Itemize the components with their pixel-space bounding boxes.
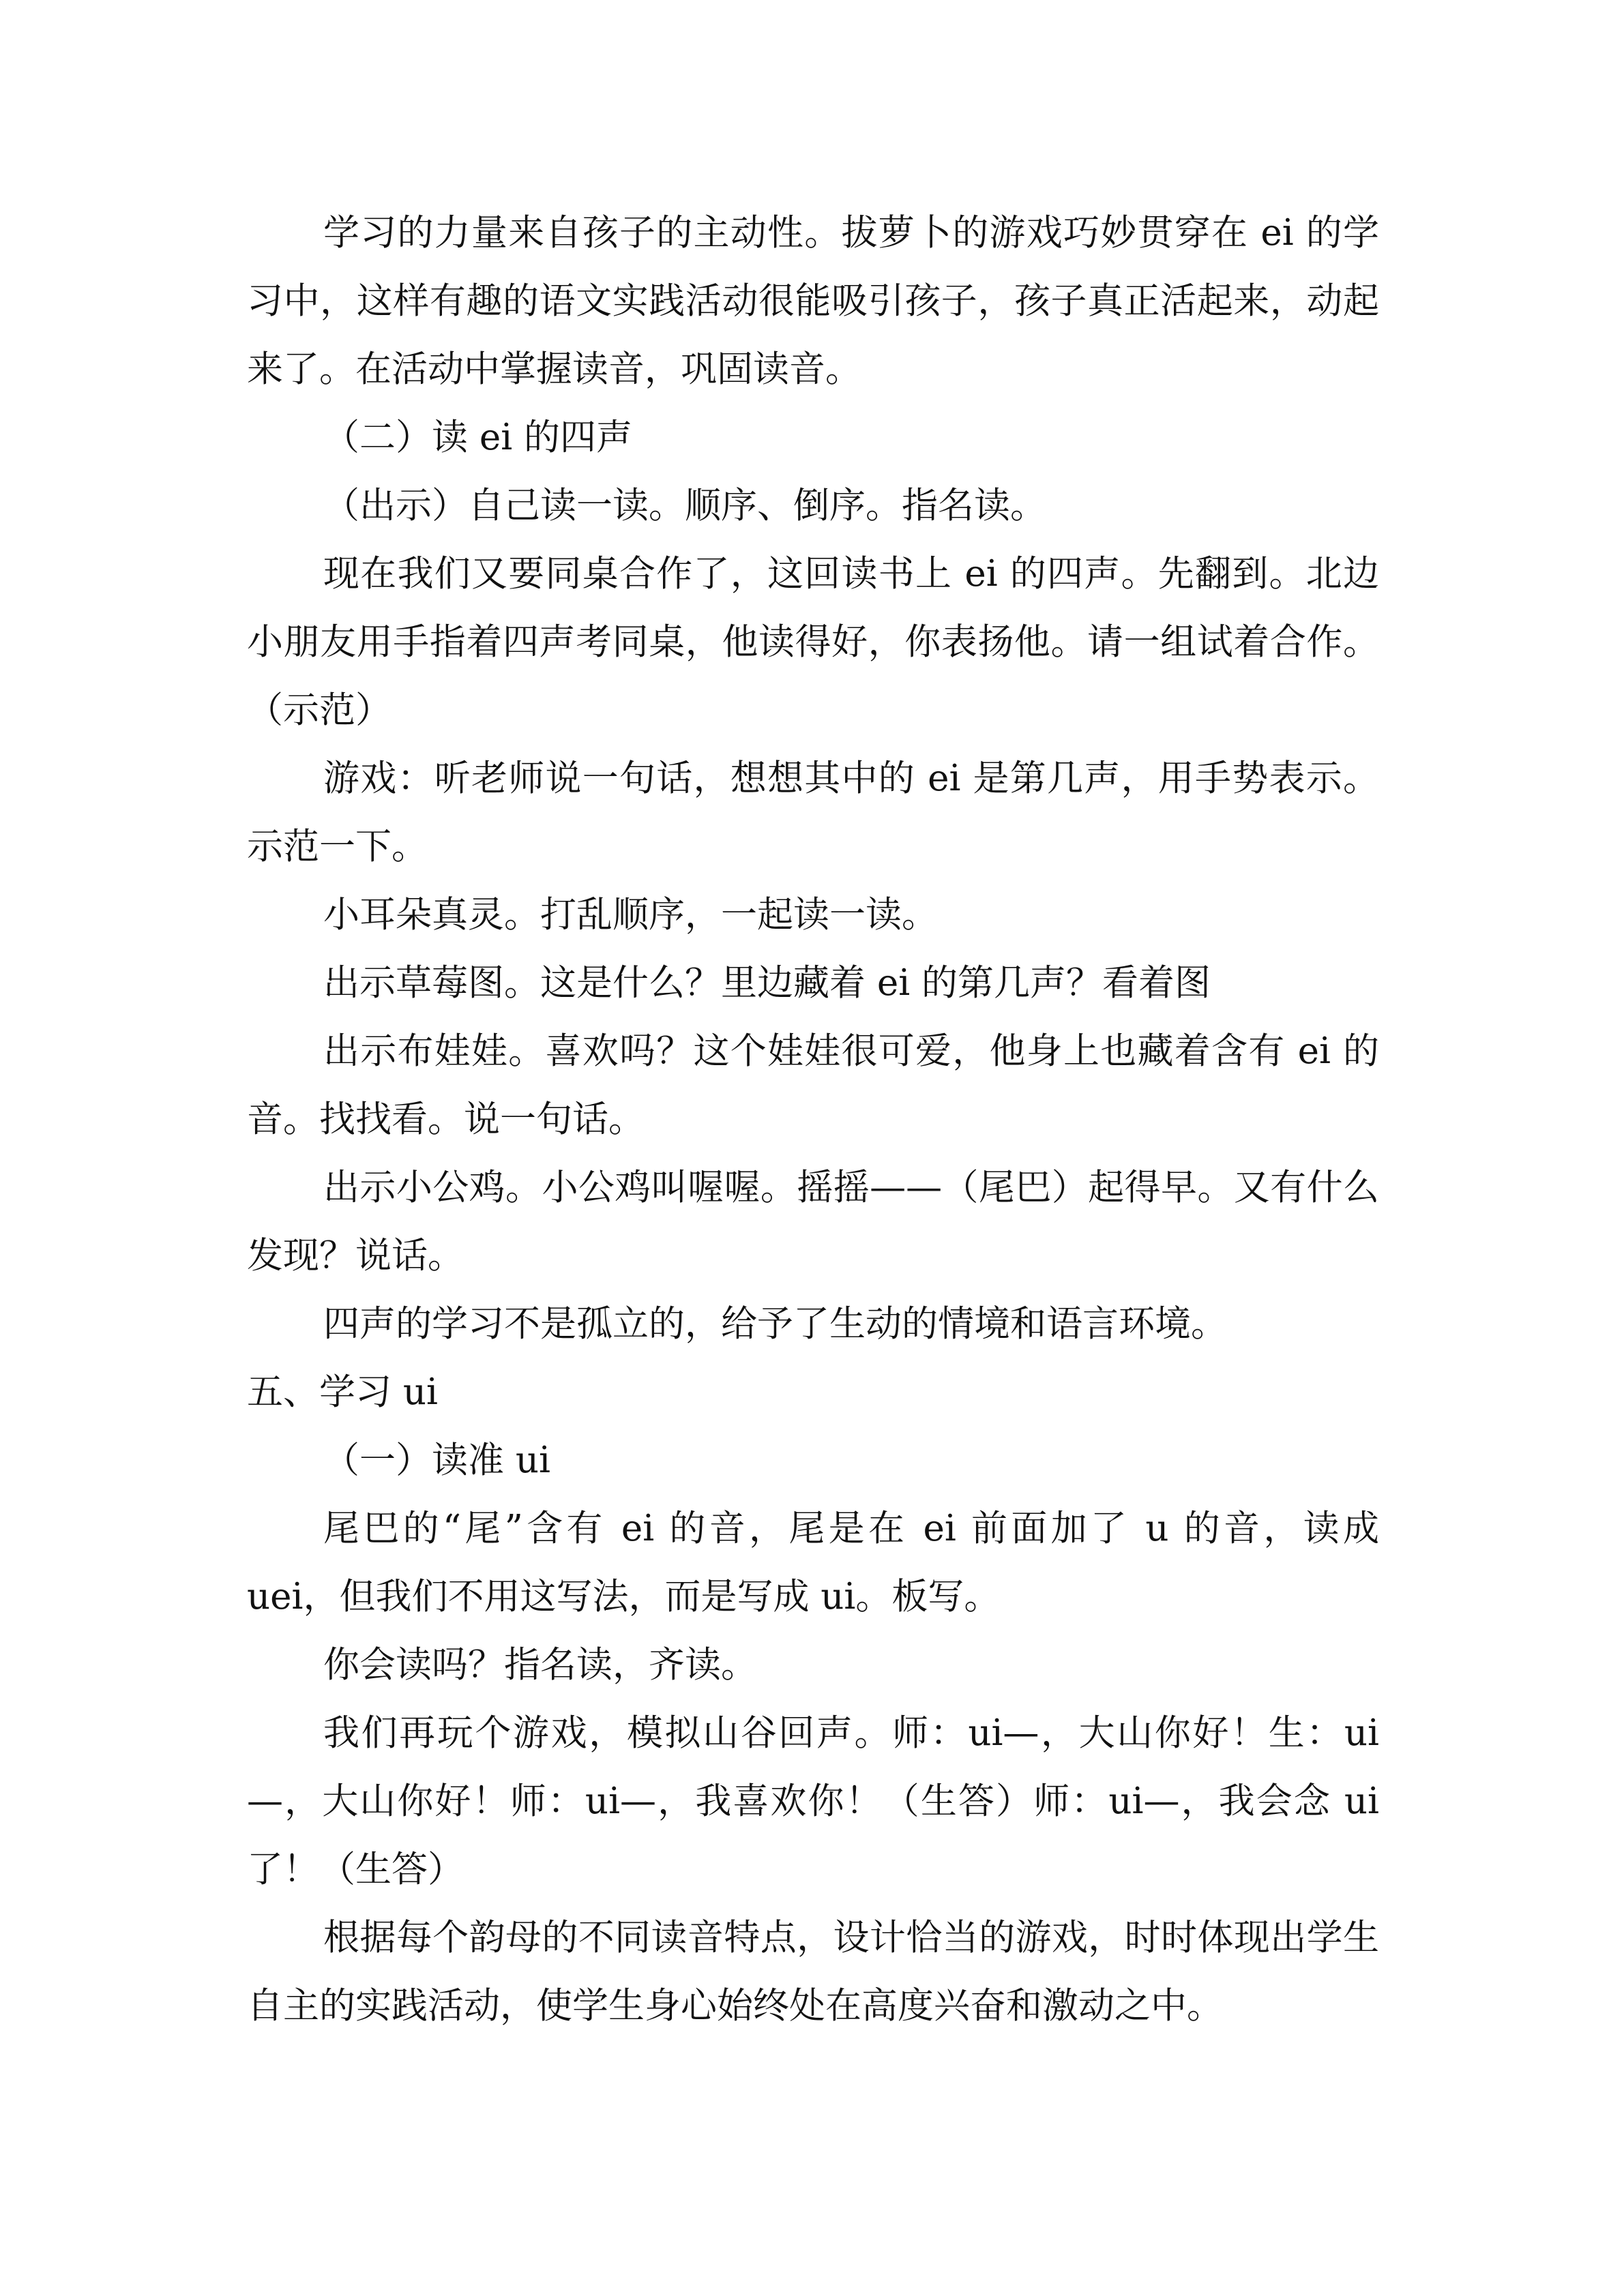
section-heading: 五、学习 ui [247,1371,438,1413]
paragraph: 出示草莓图。这是什么？里边藏着 ei 的第几声？看着图 [323,962,1211,1004]
section-subheading: （一）读准 ui [323,1440,550,1481]
paragraph: 学习的力量来自孩子的主动性。拔萝卜的游戏巧妙贯穿在 ei 的学习中，这样有趣的语文实践活动很能吸引孩子，孩子真正活起来，动起来了。在活动中掌握读音，巩固读音。 [247,212,1379,390]
paragraph: 出示小公鸡。小公鸡叫喔喔。摇摇——（尾巴）起得早。又有什么发现？说话。 [247,1167,1379,1277]
paragraph: 你会读吗？指名读，齐读。 [323,1644,757,1686]
paragraph: 出示布娃娃。喜欢吗？这个娃娃很可爱，他身上也藏着含有 ei 的音。找找看。说一句话。 [247,1030,1379,1140]
paragraph: 小耳朵真灵。打乱顺序，一起读一读。 [323,894,938,936]
paragraph: （出示）自己读一读。顺序、倒序。指名读。 [323,485,1046,526]
paragraph: 尾巴的“尾”含有 ei 的音，尾是在 ei 前面加了 u 的音，读成 uei，但我们不用这写法，而是写成 ui。板写。 [247,1508,1379,1617]
document-body [247,199,1379,2040]
paragraph: 游戏：听老师说一句话，想想其中的 ei 是第几声，用手势表示。示范一下。 [247,758,1379,867]
section-subheading: （二）读 ei 的四声 [323,417,633,458]
paragraph: 四声的学习不是孤立的，给予了生动的情境和语言环境。 [323,1303,1227,1345]
paragraph: 现在我们又要同桌合作了，这回读书上 ei 的四声。先翻到。北边小朋友用手指着四声考同桌，他读得好，你表扬他。请一组试着合作。（示范） [247,553,1379,731]
paragraph: 根据每个韵母的不同读音特点，设计恰当的游戏，时时体现出学生自主的实践活动，使学生身心始终处在高度兴奋和激动之中。 [247,1917,1379,2027]
paragraph: 我们再玩个游戏，模拟山谷回声。师：ui—，大山你好！生：ui—，大山你好！师：ui—，我喜欢你！（生答）师：ui—，我会念 ui 了！（生答） [247,1712,1379,1890]
